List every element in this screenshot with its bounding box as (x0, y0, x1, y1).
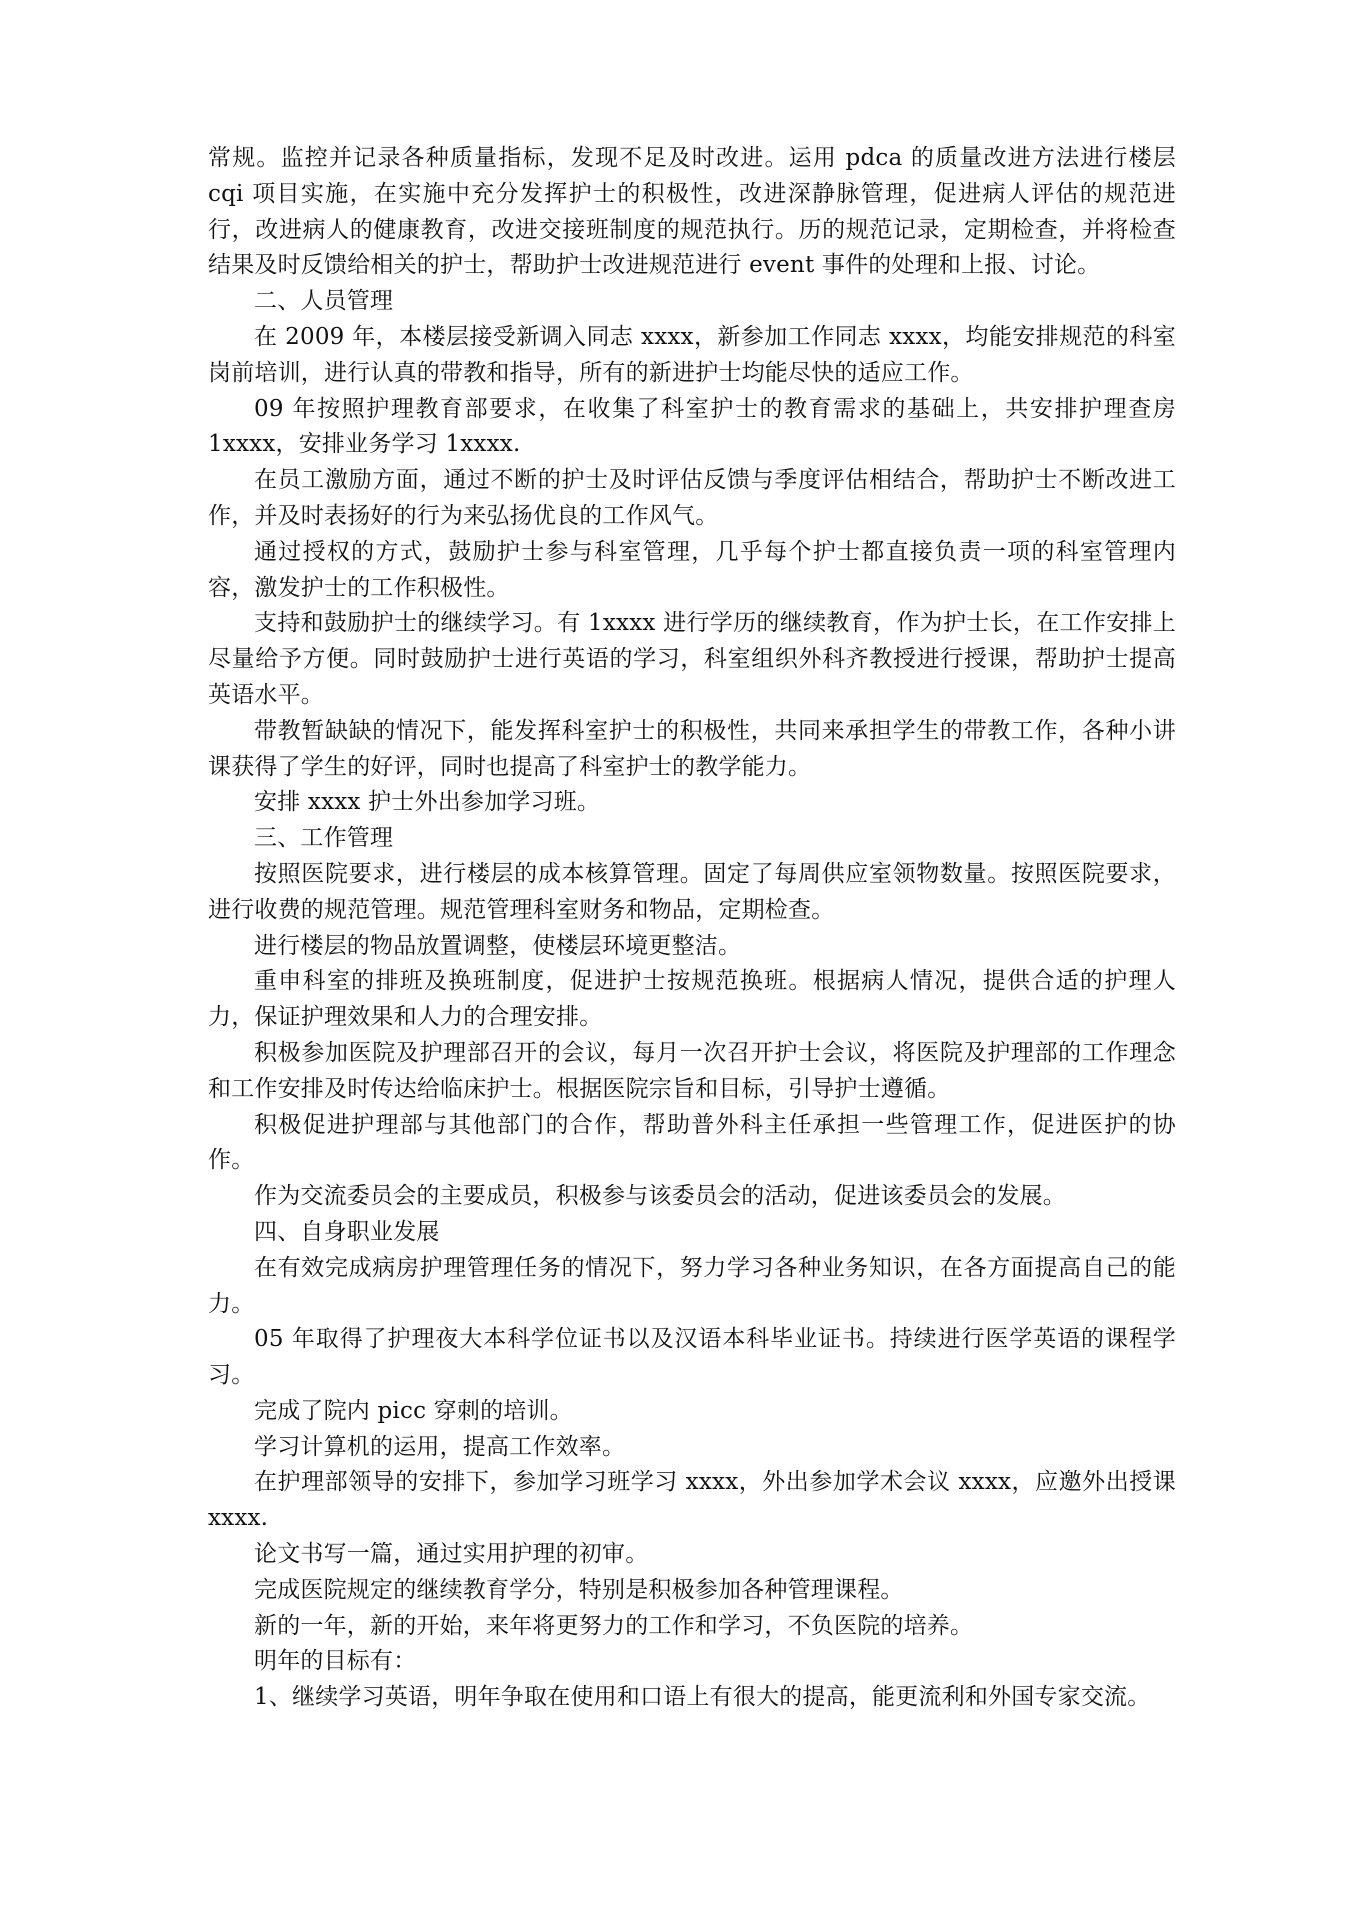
paragraph-training-class: 安排 xxxx 护士外出参加学习班。 (254, 789, 601, 816)
paragraph-degree: 05 年取得了护理夜大本科学位证书以及汉语本科毕业证书。持续进行医学英语的课程学习。 (208, 1326, 1176, 1389)
paragraph-meetings: 积极参加医院及护理部召开的会议，每月一次召开护士会议，将医院及护理部的工作理念和工作安排及时传达给临床护士。根据医院宗旨和目标，引导护士遵循。 (208, 1039, 1176, 1102)
paragraph-scheduling: 重申科室的排班及换班制度，促进护士按规范换班。根据病人情况，提供合适的护理人力，保证护理效果和人力的合理安排。 (208, 968, 1176, 1031)
document-body (208, 141, 1176, 1716)
paragraph-environment: 进行楼层的物品放置调整，使楼层环境更整洁。 (254, 932, 742, 959)
paragraph-new-year: 新的一年，新的开始，来年将更努力的工作和学习，不负医院的培养。 (254, 1612, 974, 1639)
paragraph-cooperation: 积极促进护理部与其他部门的合作，帮助普外科主任承担一些管理工作，促进医护的协作。 (208, 1111, 1176, 1174)
paragraph-delegation: 通过授权的方式，鼓励护士参与科室管理，几乎每个护士都直接负责一项的科室管理内容，激发护士的工作积极性。 (208, 538, 1176, 601)
paragraph-goal-1: 1、继续学习英语，明年争取在使用和口语上有很大的提高，能更流利和外国专家交流。 (254, 1684, 1151, 1711)
paragraph-continuing-study: 支持和鼓励护士的继续学习。有 1xxxx 进行学历的继续教育，作为护士长，在工作安排上尽量给予方便。同时鼓励护士进行英语的学习，科室组织外科齐教授进行授课，帮助护士提高英语水平。 (208, 610, 1176, 708)
paragraph-new-staff: 在 2009 年，本楼层接受新调入同志 xxxx，新参加工作同志 xxxx，均能安排规范的科室岗前培训，进行认真的带教和指导，所有的新进护士均能尽快的适应工作。 (208, 323, 1176, 386)
section-heading-work-management: 三、工作管理 (254, 825, 394, 852)
paragraph-cost-management: 按照医院要求，进行楼层的成本核算管理。固定了每周供应室领物数量。按照医院要求，进行收费的规范管理。规范管理科室财务和物品，定期检查。 (208, 860, 1176, 923)
paragraph-picc-training: 完成了院内 picc 穿刺的培训。 (254, 1397, 573, 1424)
paragraph-teaching: 带教暂缺缺的情况下，能发挥科室护士的积极性，共同来承担学生的带教工作，各种小讲课获得了学生的好评，同时也提高了科室护士的教学能力。 (208, 717, 1176, 780)
paragraph-credits: 完成医院规定的继续教育学分，特别是积极参加各种管理课程。 (254, 1576, 904, 1603)
paragraph-staff-motivation: 在员工激励方面，通过不断的护士及时评估反馈与季度评估相结合，帮助护士不断改进工作，并及时表扬好的行为来弘扬优良的工作风气。 (208, 467, 1176, 529)
paragraph-education-plan: 09 年按照护理教育部要求，在收集了科室护士的教育需求的基础上，共安排护理查房 1xxxx，安排业务学习 1xxxx. (208, 395, 1176, 458)
section-heading-personnel: 二、人员管理 (254, 288, 394, 315)
paragraph-quality-improvement: 常规。监控并记录各种质量指标，发现不足及时改进。运用 pdca 的质量改进方法进行楼层 cqi 项目实施，在实施中充分发挥护士的积极性，改进深静脉管理，促进病人评估的规范进行，改进病人的健康教育，改进交接班制度的规范执行。历的规范记录，定期检查，并将检查结果及时反馈给相关的护士，帮助护士改进规范进行 event 事件的处理和上报、讨论。 (208, 145, 1176, 279)
paragraph-committee: 作为交流委员会的主要成员，积极参与该委员会的活动，促进该委员会的发展。 (254, 1183, 1066, 1210)
paragraph-goals-heading: 明年的目标有： (254, 1648, 417, 1675)
paragraph-learning: 在有效完成病房护理管理任务的情况下，努力学习各种业务知识，在各方面提高自己的能力。 (208, 1254, 1176, 1317)
paragraph-conferences: 在护理部领导的安排下，参加学习班学习 xxxx，外出参加学术会议 xxxx，应邀外出授课 xxxx. (208, 1469, 1176, 1532)
section-heading-career-development: 四、自身职业发展 (254, 1218, 440, 1245)
paragraph-computer-skills: 学习计算机的运用，提高工作效率。 (254, 1433, 626, 1460)
paragraph-thesis: 论文书写一篇，通过实用护理的初审。 (254, 1541, 649, 1568)
